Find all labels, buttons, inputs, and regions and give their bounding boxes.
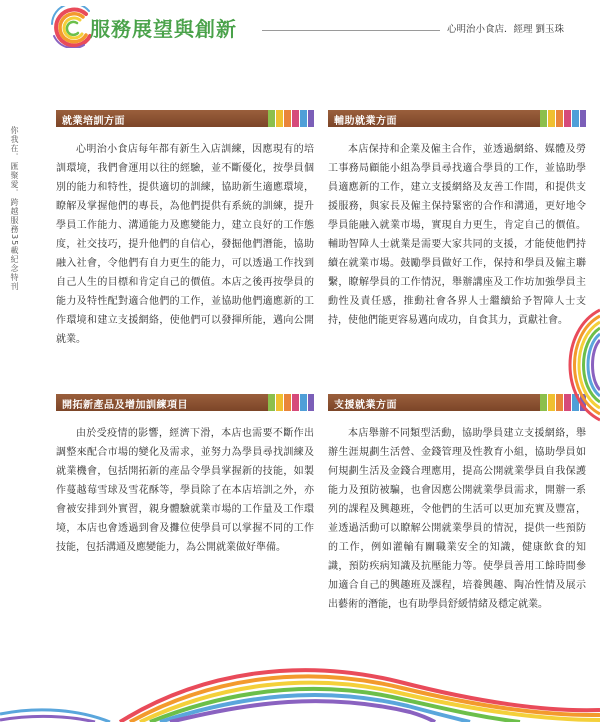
rainbow-logo-icon	[48, 6, 94, 48]
section-supported-employment	[328, 110, 586, 330]
section-stripes	[268, 110, 314, 127]
section-bar	[328, 394, 540, 411]
section-heading: 支援就業方面	[334, 400, 397, 411]
section-new-products	[56, 394, 314, 557]
section-stripes	[540, 110, 586, 127]
section-body: 心明治小食店每年都有新生入店訓練，因應現有的培訓環境，我們會運用以往的經驗，並不斷優化，按學員個別的能力和特性，提供適切的訓練，協助新生適應環境，瞭解及掌握他們的專長，為他們提供有系統的訓練，提升學員工作能力、溝通能力及應變能力，建立良好的工作態度，社交技巧，提升他們的自信心，發掘他們潛能，協助融入社會，令他們有自力更生的能力，可以透過工作找到自己人生的目標和肯定自己的價值。本店之後再按學員的能力及特性配對適合他們的工作，並協助他們適應新的工作環境和建立支援網絡，使他們可以發揮所能，邁向公開就業。	[56, 144, 314, 345]
author-line: 心明治小食店．經理 劉玉珠	[446, 24, 564, 35]
section-heading: 開拓新產品及增加訓練項目	[62, 400, 188, 411]
rainbow-swirl-right-icon	[540, 300, 600, 430]
section-header	[56, 110, 314, 127]
page-title: 服務展望與創新	[90, 17, 237, 41]
section-body: 本店保持和企業及僱主合作，並透過網絡、媒體及勞工事務局顧能小組為學員尋找適合學員的工作，並協助學員適應新的工作，建立支援網絡及友善工作間，和提供支援服務，與家長及僱主保持緊密的合作和溝通，更好地令學員能融入就業市場，實現自力更生，肯定自己的價值。輔助智障人士就業是需要大家共同的支援，才能使他們持續在就業市場。鼓勵學員做好工作，保持和學員及僱主聯繫，瞭解學員的工作情況，舉辦講座及工作坊加強學員主動性及責任感，推動社會各界人士繼續給予智障人士支持，使他們能更容易邁向成功，自食其力，貢獻社會。	[328, 144, 586, 326]
section-header	[328, 110, 586, 127]
section-training	[56, 110, 314, 349]
section-bar	[328, 110, 540, 127]
section-stripes	[268, 394, 314, 411]
section-bar	[56, 394, 268, 411]
section-heading: 就業培訓方面	[62, 116, 125, 127]
section-heading: 輔助就業方面	[334, 116, 397, 127]
section-body: 由於受疫情的影響，經濟下滑，本店也需要不斷作出調整來配合市場的變化及需求，並努力為學員尋找訓練及就業機會，包括開拓新的產品令學員掌握新的技能，如製作蔓越莓雪球及雪花酥等，學員除了在本店培訓之外，亦會被安排到外實習，親身體驗就業市場的工作量及工作環境，本店也會透過到會及攤位使學員可以掌握不同的工作技能，包括溝通及應變能力，為公開就業做好準備。	[56, 428, 314, 553]
section-bar	[56, 110, 268, 127]
rainbow-swirl-bottom-icon	[0, 602, 600, 722]
section-body: 本店舉辦不同類型活動，協助學員建立支援網絡，舉辦生涯規劃生活營、金錢管理及性教育小組，協助學員如何規劃生活及金錢合理應用，提高公開就業學員自我保護能力及預防被騙，也會因應公開就業學員需求，開辦一系列的課程及興趣班，令他們的生活可以更加充實及豐富，並透過活動可以瞭解公開就業學員的情況，提供一些預防的工作，例如灌輸有關職業安全的知識，健康飲食的知識，預防疾病知識及抗壓能力等。使學員善用工餘時間參加適合自己的興趣班及課程，培養興趣、陶冶性情及展示出藝術的潛能，也有助學員舒緩情緒及穩定就業。	[328, 428, 586, 610]
section-header	[56, 394, 314, 411]
side-note: 你我在．匯聚愛．跨越服務35載紀念特刊	[10, 126, 19, 292]
header-divider	[262, 30, 440, 31]
